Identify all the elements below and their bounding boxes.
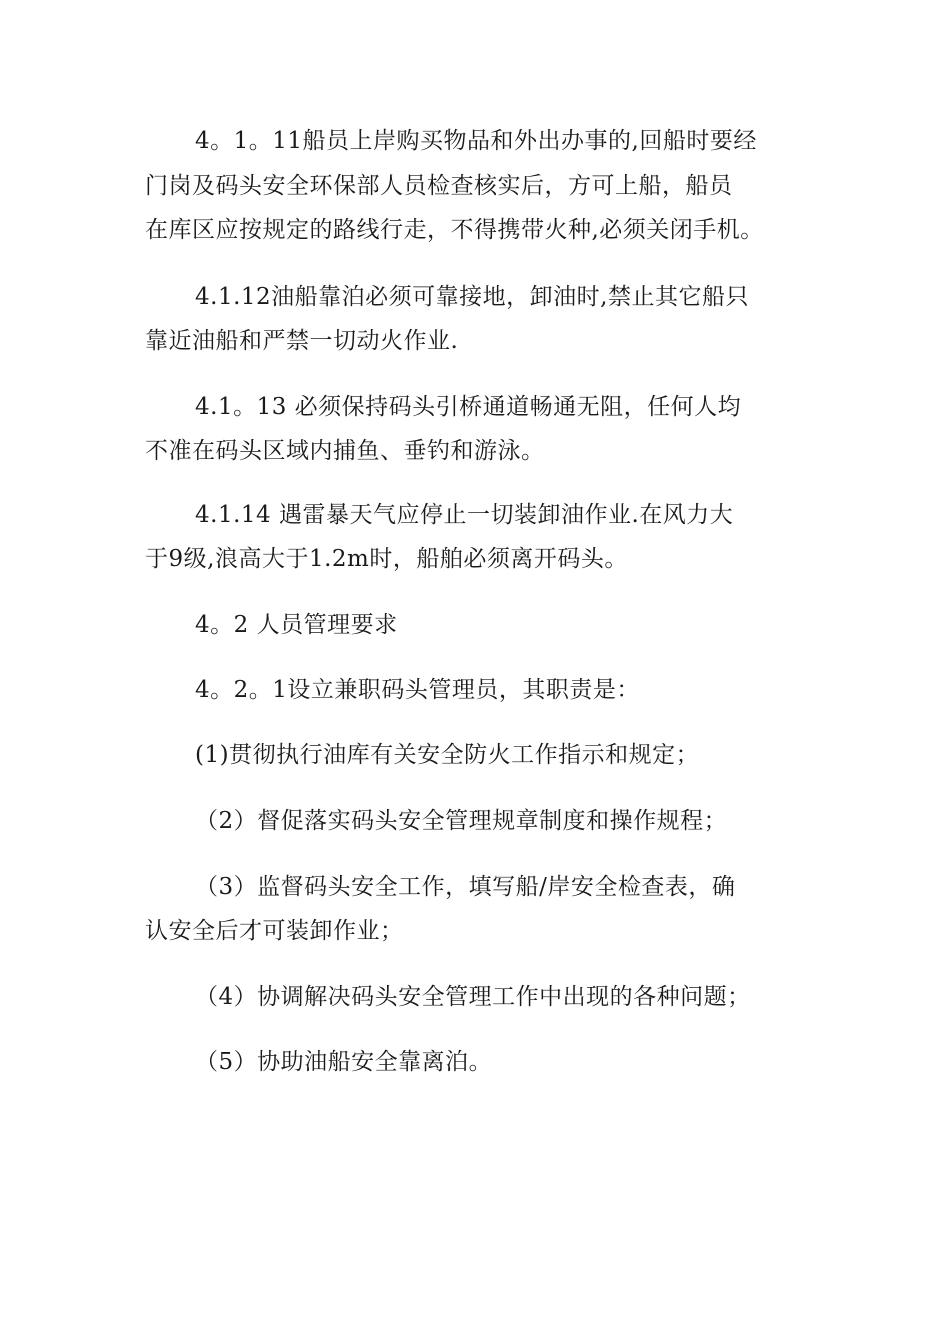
paragraph-4-1-12-line-2: 靠近油船和严禁一切动火作业. bbox=[145, 328, 459, 354]
duty-item-5: （5）协助油船安全靠离泊。 bbox=[195, 1049, 493, 1075]
duty-item-3-line-2: 认安全后才可装卸作业； bbox=[145, 918, 404, 944]
duty-item-2: （2）督促落实码头安全管理规章制度和操作规程； bbox=[195, 808, 728, 834]
paragraph-4-1-11-line-3: 在库区应按规定的路线行走，不得携带火种,必须关闭手机。 bbox=[145, 217, 764, 243]
section-heading-4-2: 4。2 人员管理要求 bbox=[195, 612, 398, 638]
paragraph-4-1-14-line-2: 于9级,浪高大于1.2m时，船舶必须离开码头。 bbox=[145, 546, 628, 572]
paragraph-4-1-13-line-2: 不准在码头区域内捕鱼、垂钓和游泳。 bbox=[145, 438, 545, 464]
duty-item-4: （4）协调解决码头安全管理工作中出现的各种问题； bbox=[195, 984, 751, 1010]
duty-item-3-line-1: （3）监督码头安全工作，填写船/岸安全检查表，确 bbox=[195, 874, 736, 900]
duty-item-1: (1)贯彻执行油库有关安全防火工作指示和规定； bbox=[195, 742, 700, 768]
paragraph-4-1-11-line-1: 4。1。11船员上岸购买物品和外出办事的,回船时要经 bbox=[195, 128, 757, 154]
paragraph-4-1-11-line-2: 门岗及码头安全环保部人员检查核实后，方可上船，船员 bbox=[145, 173, 733, 199]
paragraph-4-1-12-line-1: 4.1.12油船靠泊必须可靠接地，卸油时,禁止其它船只 bbox=[195, 284, 749, 310]
paragraph-4-2-1: 4。2。1设立兼职码头管理员，其职责是： bbox=[195, 677, 640, 703]
paragraph-4-1-14-line-1: 4.1.14 遇雷暴天气应停止一切装卸油作业.在风力大 bbox=[195, 502, 734, 528]
paragraph-4-1-13-line-1: 4.1。13 必须保持码头引桥通道畅通无阻，任何人均 bbox=[195, 394, 742, 420]
